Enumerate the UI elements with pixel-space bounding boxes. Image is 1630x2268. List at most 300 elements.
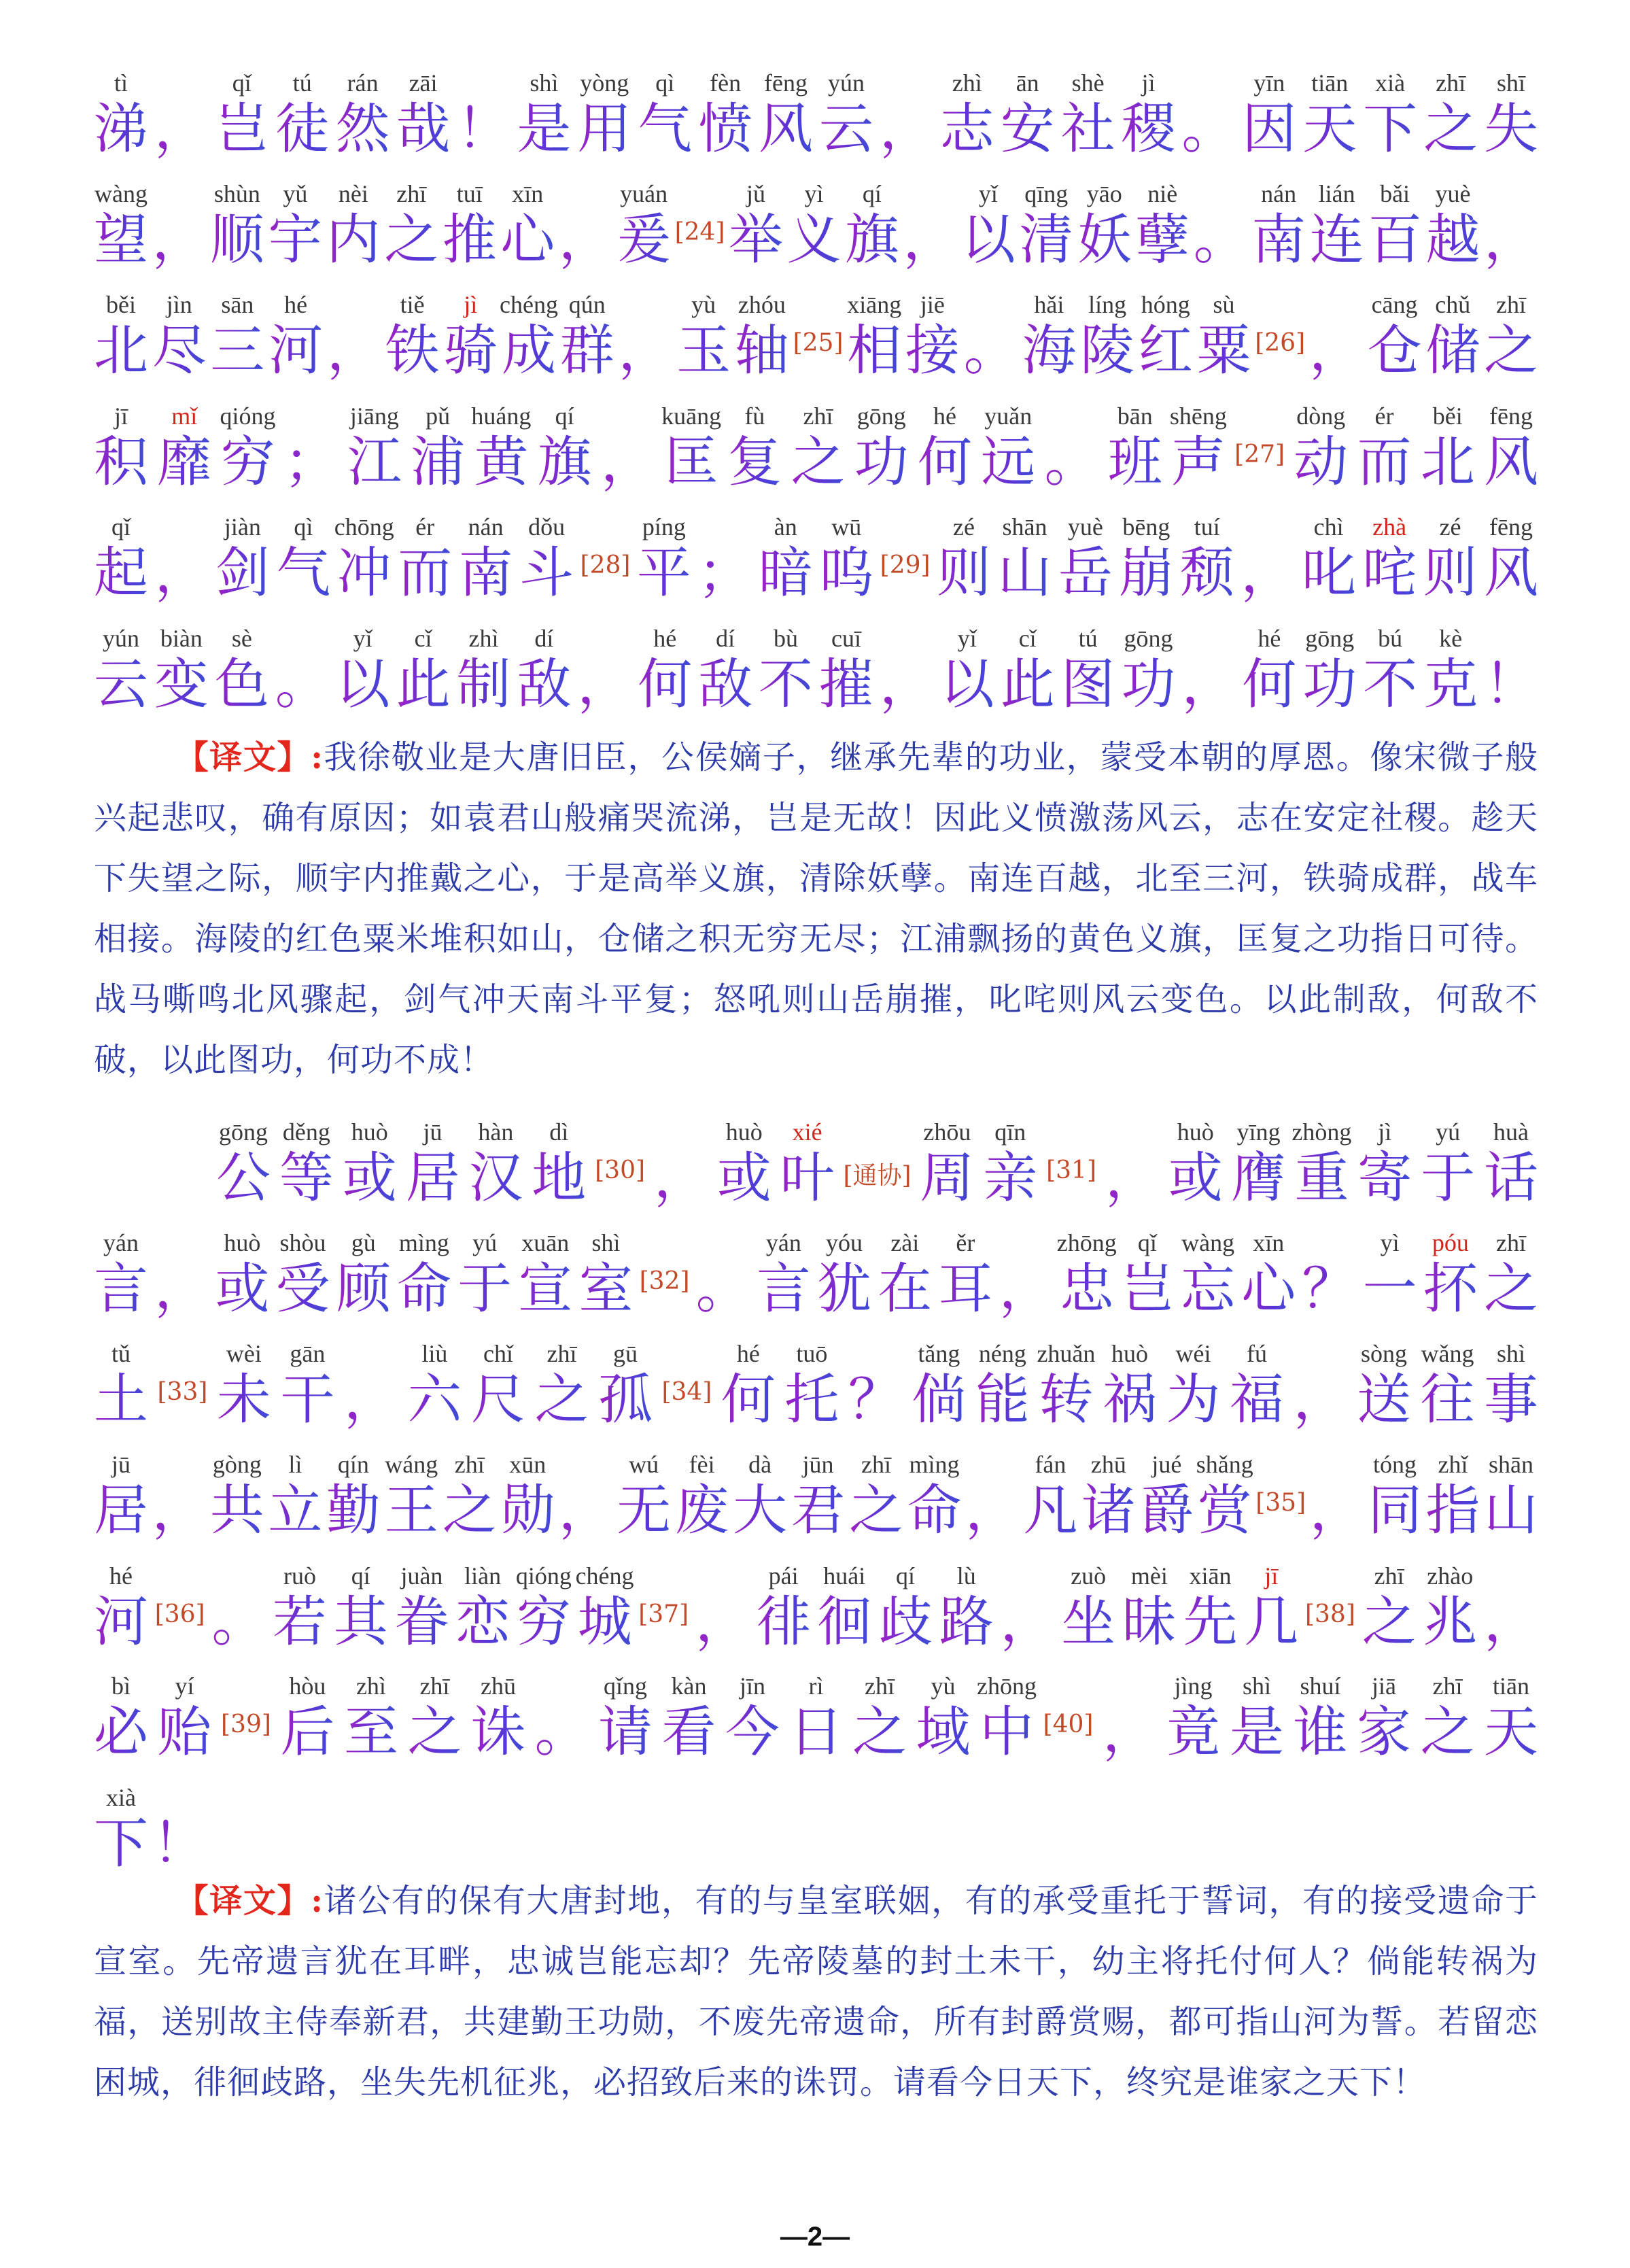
pinyin-annotation: ér xyxy=(415,513,435,540)
hanzi-character: 妖 xyxy=(1077,208,1132,271)
pinyin-annotation: yú xyxy=(1436,1118,1461,1146)
hanzi-character: 远 xyxy=(981,430,1036,494)
annotated-character xyxy=(1356,1672,1411,1764)
pinyin-annotation: chōng xyxy=(334,513,394,540)
hanzi-character: 勤 xyxy=(326,1479,381,1542)
punctuation xyxy=(1309,1479,1364,1542)
hanzi-character: 玉 xyxy=(676,319,731,382)
hanzi-character: 等 xyxy=(279,1146,334,1209)
annotated-character xyxy=(1357,1118,1412,1209)
hanzi-character: 福 xyxy=(1229,1368,1284,1431)
punctuation-mark: ， xyxy=(1484,1590,1538,1653)
annotated-character xyxy=(734,291,789,382)
hanzi-character: 推 xyxy=(442,208,497,271)
pinyin-annotation: shè xyxy=(1071,69,1105,97)
punctuation xyxy=(618,319,673,382)
footnote-marker: [32] xyxy=(639,1267,690,1295)
annotated-character xyxy=(939,69,994,160)
punctuation xyxy=(534,1700,589,1764)
punctuation-mark: ， xyxy=(600,430,655,494)
footnote-marker: [28] xyxy=(580,551,631,579)
annotated-character xyxy=(94,1229,148,1320)
pinyin-annotation: hàn xyxy=(478,1118,514,1146)
annotated-character xyxy=(517,625,572,716)
pinyin-annotation: tiān xyxy=(1493,1672,1529,1700)
annotated-character xyxy=(1484,402,1538,494)
hanzi-character: 同 xyxy=(1368,1479,1423,1542)
hanzi-character: 心 xyxy=(1241,1257,1296,1320)
annotated-character xyxy=(1423,69,1478,160)
annotated-character xyxy=(268,180,323,271)
annotated-character xyxy=(1122,1562,1177,1653)
annotated-character xyxy=(1058,513,1113,604)
annotated-character xyxy=(1060,625,1115,716)
hanzi-character: 之 xyxy=(1423,97,1478,160)
pinyin-annotation: yún xyxy=(103,625,139,652)
annotated-character xyxy=(1293,1672,1348,1764)
annotated-character xyxy=(209,1451,264,1542)
pinyin-annotation: jì xyxy=(1378,1118,1392,1146)
annotated-character xyxy=(981,402,1036,494)
annotated-character xyxy=(94,1340,148,1431)
annotated-character xyxy=(385,291,440,382)
pinyin-annotation: shuí xyxy=(1300,1672,1341,1700)
hanzi-character: 凡 xyxy=(1023,1479,1078,1542)
hanzi-character: 匡 xyxy=(664,430,719,494)
pinyin-annotation: běi xyxy=(106,291,136,318)
hanzi-character: 哉 xyxy=(396,97,451,160)
hanzi-character: 颓 xyxy=(1179,541,1234,604)
annotated-character xyxy=(937,513,991,604)
hanzi-character: 无 xyxy=(617,1479,672,1542)
pinyin-annotation: fèn xyxy=(710,69,742,97)
pinyin-annotation: huò xyxy=(725,1118,763,1146)
hanzi-character: 指 xyxy=(1425,1479,1480,1542)
punctuation xyxy=(343,1368,398,1431)
hanzi-character: 爰 xyxy=(617,208,672,271)
pinyin-annotation: cāng xyxy=(1371,291,1418,318)
annotated-character xyxy=(347,402,402,494)
annotated-character xyxy=(907,1451,962,1542)
annotated-character xyxy=(1484,291,1538,382)
punctuation-mark: ！ xyxy=(456,97,511,160)
annotated-character xyxy=(1120,1229,1175,1320)
annotated-character xyxy=(878,1229,933,1320)
annotated-character xyxy=(519,513,574,604)
hanzi-character: 江 xyxy=(347,430,402,494)
annotated-character xyxy=(1037,1340,1096,1431)
hanzi-character: 必 xyxy=(94,1700,148,1764)
hanzi-character: 或 xyxy=(716,1146,771,1209)
punctuation xyxy=(697,541,752,604)
punctuation xyxy=(154,1257,209,1320)
hanzi-character: 昧 xyxy=(1122,1590,1177,1653)
punctuation xyxy=(653,1146,708,1209)
hanzi-character: 功 xyxy=(1121,653,1176,716)
pinyin-annotation: mǐ xyxy=(171,402,198,430)
hanzi-character: 不 xyxy=(759,653,814,716)
annotated-character xyxy=(215,513,270,604)
pinyin-annotation: cǐ xyxy=(414,625,432,652)
hanzi-character: 穷 xyxy=(516,1590,571,1653)
pinyin-annotation: jī xyxy=(1264,1562,1279,1590)
pinyin-annotation: jǔ xyxy=(746,180,765,207)
annotated-character xyxy=(1423,513,1478,604)
punctuation-mark: ， xyxy=(1105,1146,1160,1209)
annotated-character xyxy=(1080,291,1135,382)
pinyin-annotation: zhì xyxy=(356,1672,386,1700)
hanzi-character: 此 xyxy=(1000,653,1055,716)
hanzi-character: 暗 xyxy=(758,541,813,604)
punctuation xyxy=(577,653,632,716)
hanzi-character: 下 xyxy=(94,1812,148,1875)
hanzi-character: 何 xyxy=(1242,653,1297,716)
pinyin-annotation: pái xyxy=(768,1562,799,1590)
punctuation xyxy=(275,653,330,716)
hanzi-character: 气 xyxy=(276,541,331,604)
punctuation xyxy=(1302,1257,1357,1320)
pinyin-annotation: yǔ xyxy=(283,180,308,207)
pinyin-annotation: néng xyxy=(978,1340,1026,1367)
pinyin-annotation: kàn xyxy=(671,1672,707,1700)
pinyin-annotation: bān xyxy=(1117,402,1153,430)
hanzi-character: 谁 xyxy=(1293,1700,1348,1764)
pinyin-annotation: xīn xyxy=(512,180,544,207)
punctuation xyxy=(1241,541,1296,604)
punctuation xyxy=(283,430,339,494)
annotated-character xyxy=(336,1229,391,1320)
pinyin-annotation: wū xyxy=(831,513,862,540)
hanzi-character: 宣 xyxy=(518,1257,573,1320)
pinyin-annotation: yuè xyxy=(1435,180,1471,207)
annotated-character xyxy=(577,69,632,160)
annotated-character xyxy=(1022,291,1077,382)
hanzi-character: 耳 xyxy=(938,1257,993,1320)
hanzi-character: 言 xyxy=(94,1257,148,1320)
annotated-character xyxy=(1121,625,1176,716)
footnote-marker: [34] xyxy=(661,1378,712,1406)
pinyin-annotation: líng xyxy=(1088,291,1127,318)
punctuation-mark: 。 xyxy=(275,653,330,716)
punctuation-mark: ， xyxy=(1181,653,1236,716)
hanzi-character: 以 xyxy=(939,653,994,716)
annotated-character xyxy=(1179,513,1234,604)
pinyin-annotation: jūn xyxy=(802,1451,834,1478)
hanzi-character: 三 xyxy=(210,319,265,382)
hanzi-character: 天 xyxy=(1484,1700,1538,1764)
hanzi-character: 呜 xyxy=(819,541,874,604)
annotated-character xyxy=(817,1229,872,1320)
hanzi-character: 群 xyxy=(559,319,614,382)
pinyin-annotation: wèi xyxy=(226,1340,262,1367)
pinyin-annotation: zuò xyxy=(1071,1562,1107,1590)
punctuation-mark: ， xyxy=(1293,1368,1348,1431)
annotated-character xyxy=(725,1672,780,1764)
annotated-character xyxy=(534,1340,589,1431)
annotated-character xyxy=(94,1672,148,1764)
hanzi-character: 若 xyxy=(273,1590,328,1653)
hanzi-character: 亲 xyxy=(983,1146,1038,1209)
hanzi-character: 浦 xyxy=(411,430,466,494)
hanzi-character: 土 xyxy=(94,1368,148,1431)
pinyin-annotation: bēng xyxy=(1122,513,1171,540)
pinyin-annotation: qí xyxy=(862,180,882,207)
annotated-character xyxy=(407,1672,462,1764)
hanzi-character: 积 xyxy=(94,430,148,494)
pinyin-annotation: ér xyxy=(1374,402,1394,430)
pinyin-annotation: sān xyxy=(221,291,254,318)
annotated-character xyxy=(578,1229,634,1320)
hanzi-character: 为 xyxy=(1166,1368,1221,1431)
annotated-character xyxy=(157,1672,212,1764)
hanzi-character: 风 xyxy=(759,97,814,160)
annotated-character xyxy=(852,1672,907,1764)
punctuation-mark: ， xyxy=(999,1257,1054,1320)
pinyin-annotation: zhī xyxy=(861,1451,891,1478)
annotated-character xyxy=(517,69,572,160)
pinyin-annotation: fēng xyxy=(1489,513,1533,540)
pinyin-annotation: qún xyxy=(568,291,606,318)
punctuation xyxy=(1484,208,1538,271)
pinyin-annotation: qín xyxy=(337,1451,369,1478)
annotated-character xyxy=(905,291,960,382)
pinyin-annotation: cuī xyxy=(831,625,861,652)
annotated-character xyxy=(394,1562,449,1653)
annotated-character xyxy=(939,1562,994,1653)
pinyin-annotation: fù xyxy=(744,402,765,430)
pinyin-annotation: yì xyxy=(804,180,824,207)
hanzi-character: 百 xyxy=(1368,208,1423,271)
pinyin-annotation: chì xyxy=(1313,513,1344,540)
annotated-character xyxy=(975,1340,1030,1431)
hanzi-character: 粟 xyxy=(1196,319,1251,382)
annotated-character xyxy=(784,1340,839,1431)
hanzi-character: 叶 xyxy=(780,1146,835,1209)
annotated-character xyxy=(1121,69,1176,160)
punctuation xyxy=(1484,653,1538,716)
translation-text: 我徐敬业是大唐旧臣，公侯嫡子，继承先辈的功业，蒙受本朝的厚恩。像宋微子般兴起悲叹，确有原因；如袁君山般痛哭流涕，岂是无故！因此义愤激荡风云，志在安定社稷。趁天下失望之际，顺宇内推戴之心，于是高举义旗，清除妖孽。南连百越，北至三河，铁骑成群，战车相接。海陵的红色粟米堆积如山，仓储之积无穷无尽；江浦飘扬的黄色义旗，匡复之功指日可待。战马嘶鸣北风骤起，剑气冲天南斗平复；怒吼则山岳崩摧，叱咤则风云变色。以此制敌，何敌不破，以此图功，何功不成！ xyxy=(94,738,1538,1079)
punctuation-mark: ？ xyxy=(848,1368,903,1431)
punctuation-mark: ！ xyxy=(152,1812,207,1875)
hanzi-character: 干 xyxy=(280,1368,335,1431)
annotated-character xyxy=(1231,1118,1286,1209)
annotated-character xyxy=(960,180,1016,271)
hanzi-character: 愤 xyxy=(698,97,753,160)
hanzi-character: 旗 xyxy=(844,208,899,271)
pinyin-annotation: jì xyxy=(464,291,478,318)
pinyin-annotation: yán xyxy=(765,1229,801,1256)
pinyin-annotation: xuān xyxy=(521,1229,570,1256)
pinyin-annotation: gòng xyxy=(212,1451,262,1478)
hanzi-character: 起 xyxy=(94,541,148,604)
translation-text: 诸公有的保有大唐封地，有的与皇室联姻，有的承受重托于誓词，有的接受遗命于宣室。先帝遗言犹在耳畔，忠诚岂能忘却？先帝陵墓的封土未干，幼主将托付何人？倘能转祸为福，送别故主侍奉新君，共建勤王功勋，不废先帝遗命，所有封爵赏赐，都可指山河为誓。若留恋困城，徘徊歧路，坐失先机征兆，必招致后来的诛罚。请看今日天下，终究是谁家之天下！ xyxy=(94,1882,1538,2101)
pinyin-annotation: zhī xyxy=(419,1672,450,1700)
hanzi-character: 不 xyxy=(1363,653,1418,716)
hanzi-character: 诛 xyxy=(470,1700,525,1764)
annotated-character xyxy=(756,1562,811,1653)
pinyin-annotation: shì xyxy=(591,1229,621,1256)
annotated-character xyxy=(721,1340,776,1431)
pinyin-annotation: wáng xyxy=(385,1451,438,1478)
hanzi-character: 言 xyxy=(756,1257,811,1320)
annotated-character xyxy=(847,291,902,382)
annotated-character xyxy=(1421,1118,1476,1209)
hanzi-character: 山 xyxy=(997,541,1052,604)
annotated-character xyxy=(758,513,813,604)
annotated-character xyxy=(335,625,390,716)
pinyin-annotation: gōng xyxy=(856,402,906,430)
punctuation-mark: 。 xyxy=(1044,430,1099,494)
hanzi-character: 河 xyxy=(268,319,324,382)
punctuation-mark: ？ xyxy=(1302,1257,1357,1320)
annotated-character xyxy=(275,1229,330,1320)
annotated-character xyxy=(1362,1562,1417,1653)
annotated-character xyxy=(216,1118,271,1209)
pinyin-annotation: zhuǎn xyxy=(1037,1340,1096,1367)
hanzi-character: 变 xyxy=(154,653,209,716)
annotated-character xyxy=(1244,1562,1299,1653)
hanzi-character: 或 xyxy=(1168,1146,1223,1209)
footnote-marker: [37] xyxy=(638,1600,689,1628)
hanzi-character: 至 xyxy=(343,1700,398,1764)
hanzi-character: 或 xyxy=(342,1146,397,1209)
annotated-character xyxy=(1135,180,1190,271)
annotated-character xyxy=(759,625,814,716)
pinyin-annotation: huái xyxy=(823,1562,866,1590)
hanzi-character: 旗 xyxy=(537,430,592,494)
pinyin-annotation: wàng xyxy=(94,180,148,207)
hanzi-character: 失 xyxy=(1484,97,1538,160)
pinyin-annotation: qióng xyxy=(220,402,276,430)
pinyin-annotation: qí xyxy=(895,1562,916,1590)
hanzi-character: 之 xyxy=(852,1700,907,1764)
hanzi-character: 日 xyxy=(788,1700,844,1764)
punctuation-mark: ， xyxy=(879,653,934,716)
pinyin-annotation: xiāng xyxy=(847,291,902,318)
annotated-character xyxy=(94,1562,148,1653)
hanzi-character: 敌 xyxy=(517,653,572,716)
annotated-character xyxy=(275,69,330,160)
hanzi-character: 徊 xyxy=(817,1590,872,1653)
punctuation-mark: ， xyxy=(558,1479,613,1542)
pinyin-annotation: qǐ xyxy=(232,69,252,97)
annotated-character xyxy=(1169,402,1227,494)
annotated-character xyxy=(1056,1229,1117,1320)
punctuation xyxy=(963,319,1018,382)
footnote-marker: [30] xyxy=(595,1156,646,1184)
punctuation xyxy=(903,208,958,271)
pinyin-annotation: hé xyxy=(653,625,677,652)
annotated-character xyxy=(94,69,148,160)
hanzi-character: 重 xyxy=(1294,1146,1349,1209)
pinyin-annotation: xūn xyxy=(509,1451,547,1478)
punctuation-mark: ， xyxy=(326,319,381,382)
hanzi-character: 徘 xyxy=(756,1590,811,1653)
hanzi-character: 红 xyxy=(1138,319,1193,382)
pinyin-annotation: zhòng xyxy=(1291,1118,1352,1146)
pinyin-annotation: qǐ xyxy=(111,513,131,540)
pinyin-annotation: shòu xyxy=(279,1229,326,1256)
hanzi-character: 先 xyxy=(1183,1590,1238,1653)
hanzi-character: 岳 xyxy=(1058,541,1113,604)
annotated-character xyxy=(1367,291,1422,382)
hanzi-character: 相 xyxy=(847,319,902,382)
annotated-character xyxy=(1362,513,1417,604)
hanzi-character: 赏 xyxy=(1197,1479,1252,1542)
pinyin-annotation: yuǎn xyxy=(984,402,1033,430)
annotated-character xyxy=(1420,1672,1475,1764)
pinyin-annotation: jì xyxy=(1141,69,1156,97)
annotated-character xyxy=(698,69,753,160)
annotated-character xyxy=(1425,180,1480,271)
hanzi-character: 铁 xyxy=(385,319,440,382)
annotated-character xyxy=(411,402,466,494)
pinyin-annotation: jī xyxy=(114,402,128,430)
pinyin-annotation: nán xyxy=(468,513,504,540)
hanzi-character: 尺 xyxy=(470,1368,525,1431)
pinyin-annotation: shī xyxy=(1496,69,1526,97)
annotated-character xyxy=(276,513,331,604)
pinyin-annotation: jiē xyxy=(920,291,945,318)
annotated-character xyxy=(819,513,874,604)
pinyin-annotation: ān xyxy=(1016,69,1039,97)
annotated-character xyxy=(854,402,909,494)
footnote-marker: [27] xyxy=(1234,441,1285,468)
pinyin-annotation: tuī xyxy=(456,180,483,207)
annotated-character xyxy=(1196,1451,1253,1542)
annotated-character xyxy=(786,180,842,271)
hanzi-character: 祸 xyxy=(1102,1368,1157,1431)
punctuation xyxy=(1102,1700,1157,1764)
footnote-marker: [26] xyxy=(1255,329,1306,357)
pinyin-annotation: dǒu xyxy=(528,513,566,540)
pinyin-annotation: jiāng xyxy=(349,402,399,430)
hanzi-character: 未 xyxy=(216,1368,271,1431)
annotated-character xyxy=(152,291,207,382)
punctuation xyxy=(558,1479,613,1542)
pinyin-annotation: fēng xyxy=(1489,402,1533,430)
hanzi-character: 或 xyxy=(215,1257,270,1320)
pinyin-annotation: jìn xyxy=(166,291,192,318)
punctuation xyxy=(1105,1146,1160,1209)
punctuation-mark: ， xyxy=(1102,1700,1157,1764)
hanzi-character: 于 xyxy=(1421,1146,1476,1209)
pinyin-annotation: huò xyxy=(224,1229,261,1256)
annotated-character xyxy=(977,1672,1037,1764)
pinyin-annotation: jīn xyxy=(739,1672,765,1700)
annotated-character xyxy=(326,180,381,271)
annotated-character xyxy=(220,402,276,494)
pinyin-annotation: bǎi xyxy=(1380,180,1410,207)
footnote-marker: [39] xyxy=(221,1711,271,1738)
pinyin-annotation: chéng xyxy=(500,291,558,318)
pinyin-annotation: hóng xyxy=(1141,291,1190,318)
pinyin-annotation: shì xyxy=(1242,1672,1271,1700)
pinyin-annotation: rì xyxy=(808,1672,824,1700)
annotated-character xyxy=(661,1672,716,1764)
pinyin-annotation: huò xyxy=(1111,1340,1148,1367)
pinyin-annotation: sè xyxy=(231,625,252,652)
hanzi-character: 内 xyxy=(326,208,381,271)
pinyin-annotation: dí xyxy=(716,625,735,652)
annotated-character xyxy=(912,1340,967,1431)
punctuation-mark: ， xyxy=(903,208,958,271)
punctuation xyxy=(695,1590,750,1653)
annotated-character xyxy=(728,180,783,271)
footnote-marker: [38] xyxy=(1304,1600,1355,1628)
pinyin-annotation: fú xyxy=(1246,1340,1267,1367)
hanzi-character: 图 xyxy=(1060,653,1115,716)
